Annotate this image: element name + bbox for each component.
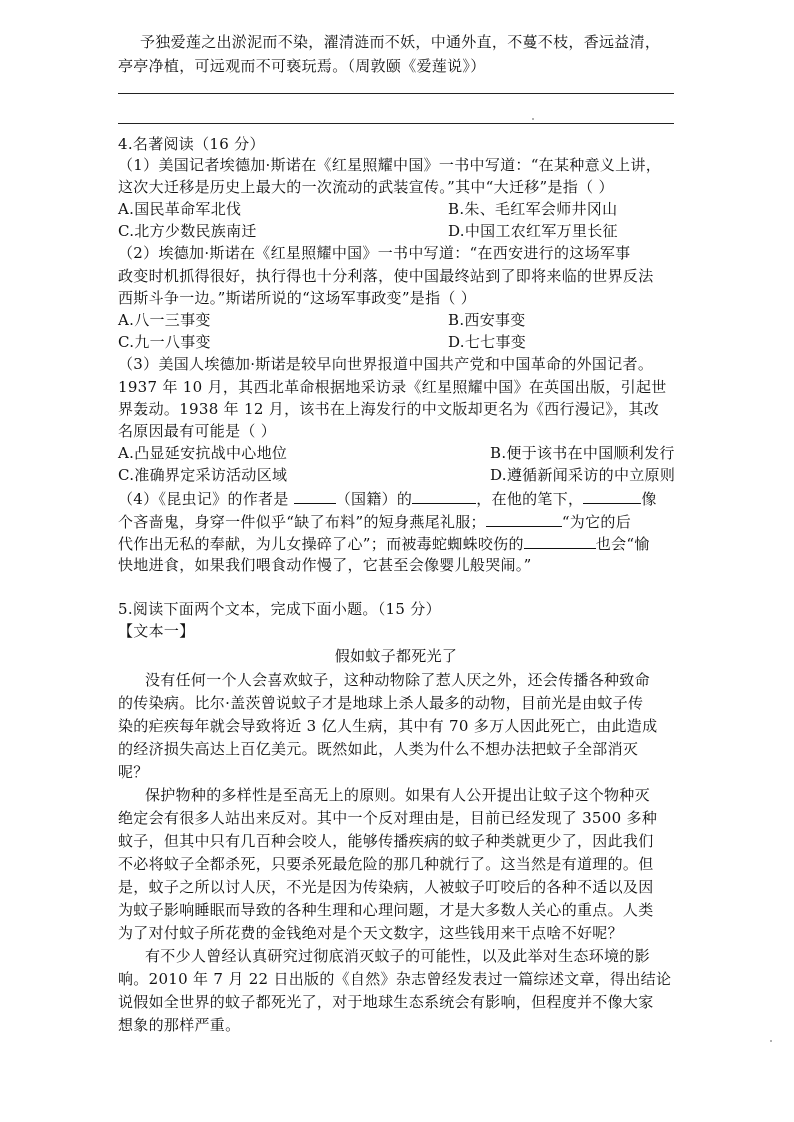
q4-3-option-b: B.便于该书在中国顺利发行 — [490, 444, 675, 462]
question-5-title: 5.阅读下面两个文本，完成下面小题。（15 分） — [118, 600, 441, 618]
q4-3-stem: 1937 年 10 月，其西北革命根据地采访录《红星照耀中国》在英国出版，引起世 — [118, 378, 667, 396]
poem-line: 亭亭净植，可远观而不可亵玩焉。（周敦颐《爱莲说》） — [118, 57, 486, 75]
paragraph-line: 染的疟疾每年就会导致将近 3 亿人生病，其中有 70 多万人因此死亡，由此造成 — [118, 717, 658, 735]
q4-2-stem: 政变时机抓得很好，执行得也十分利落，使中国最终站到了即将来临的世界反法 — [118, 267, 654, 285]
q4-3-stem: （3）美国人埃德加·斯诺是较早向世界报道中国共产党和中国革命的外国记者。 — [118, 355, 654, 373]
question-4-title: 4.名著阅读（16 分） — [118, 135, 265, 153]
q4-4-line — [118, 510, 631, 532]
q4-4-text: 个吝啬鬼，身穿一件似乎“缺了布料”的短身燕尾礼服； — [118, 513, 486, 531]
q4-4-text: （4）《昆虫记》的作者是 — [118, 490, 294, 508]
q4-2-stem: （2）埃德加·斯诺在《红星照耀中国》一书中写道：“在西安进行的这场军事 — [118, 244, 631, 262]
answer-line — [118, 123, 674, 124]
q4-1-option-b: B.朱、毛红军会师井冈山 — [448, 200, 618, 218]
q4-2-option-d: D.七七事变 — [448, 333, 527, 351]
q4-1-stem: 这次大迁移是历史上最大的一次流动的武装宣传。”其中“大迁移”是指（ ） — [118, 178, 614, 196]
answer-line — [118, 93, 674, 94]
paragraph-line: 说假如全世界的蚊子都死光了，对于地球生态系统会有影响，但程度并不像大家 — [118, 993, 654, 1011]
q4-3-stem: 名原因最有可能是（ ） — [118, 422, 277, 440]
paragraph-line: 为蚊子影响睡眠而导致的各种生理和心理问题，才是大多数人关心的重点。人类 — [118, 901, 654, 919]
q4-1-option-c: C.北方少数民族南迁 — [118, 222, 257, 240]
answer-blank-insect-3[interactable] — [524, 532, 596, 549]
paragraph-line: 保护物种的多样性是至高无上的原则。如果有人公开提出让蚊子这个物种灭 — [145, 786, 650, 804]
q4-3-stem: 界轰动。1938 年 12 月，该书在上海发行的中文版却更名为《西行漫记》，其改 — [118, 400, 660, 418]
q4-1-option-d: D.中国工农红军万里长征 — [448, 222, 618, 240]
article-title: 假如蚊子都死光了 — [334, 647, 458, 665]
q4-3-option-d: D.遵循新闻采访的中立原则 — [490, 466, 676, 484]
paragraph-line: 呢？ — [118, 763, 149, 781]
q4-4-text: “为它的后 — [561, 513, 632, 531]
q4-2-option-b: B.西安事变 — [448, 311, 526, 329]
q4-4-text: 代作出无私的奉献，为儿女操碎了心”；而被毒蛇蜘蛛咬伤的 — [118, 535, 524, 553]
q4-4-text: ，在他的笔下， — [476, 490, 584, 508]
poem-line: 予独爱莲之出淤泥而不染，濯清涟而不妖，中通外直，不蔓不枝，香远益清， — [140, 33, 661, 51]
answer-blank-insect-1[interactable] — [583, 487, 641, 504]
paragraph-line: 的传染病。比尔·盖茨曾说蚊子才是地球上杀人最多的动物，目前光是由蚊子传 — [118, 694, 644, 712]
paragraph-line: 为了对付蚊子所花费的金钱绝对是个天文数字，这些钱用来干点啥不好呢？ — [118, 924, 623, 942]
scan-speck — [770, 1040, 772, 1042]
answer-blank-author[interactable] — [294, 487, 336, 504]
answer-blank-name[interactable] — [412, 487, 476, 504]
paragraph-line: 不必将蚊子全都杀死，只要杀死最危险的那几种就行了。这当然是有道理的。但 — [118, 855, 654, 873]
q4-4-text: 像 — [641, 490, 657, 508]
paragraph-line: 是，蚊子之所以讨人厌，不光是因为传染病，人被蚊子叮咬后的各种不适以及因 — [118, 878, 654, 896]
q4-4-text: （国籍）的 — [335, 490, 413, 508]
q4-4-line — [118, 487, 657, 509]
paragraph-line: 绝定会有很多人站出来反对。其中一个反对理由是，目前已经发现了 3500 多种 — [118, 809, 658, 827]
paragraph-line: 响。2010 年 7 月 22 日出版的《自然》杂志曾经发表过一篇综述文章，得出结论 — [118, 970, 672, 988]
q4-2-option-c: C.九一八事变 — [118, 333, 211, 351]
q4-2-option-a: A.八一三事变 — [118, 311, 211, 329]
paragraph-line: 蚊子，但其中只有几百种会咬人，能够传播疾病的蚊子种类就更少了，因此我们 — [118, 832, 654, 850]
paragraph-line: 的经济损失高达上百亿美元。既然如此，人类为什么不想办法把蚊子全部消灭 — [118, 740, 639, 758]
q4-4-text: 也会“愉 — [595, 535, 650, 553]
answer-blank-insect-2[interactable] — [486, 510, 562, 527]
paragraph-line: 有不少人曾经认真研究过彻底消灭蚊子的可能性，以及此举对生态环境的影 — [145, 947, 650, 965]
paragraph-line: 想象的那样严重。 — [118, 1016, 241, 1034]
text-one-label: 【文本一】 — [118, 622, 195, 640]
q4-2-stem: 西斯斗争一边。”斯诺所说的“这场军事政变”是指（ ） — [118, 289, 477, 307]
q4-3-option-c: C.准确界定采访活动区域 — [118, 466, 288, 484]
q4-4-line — [118, 532, 650, 554]
paragraph-line: 没有任何一个人会喜欢蚊子，这种动物除了惹人厌之外，还会传播各种致命 — [145, 671, 650, 689]
q4-4-line: 快地进食，如果我们喂食动作慢了，它甚至会像婴儿般哭闹。” — [118, 556, 532, 574]
q4-1-option-a: A.国民革命军北伐 — [118, 200, 242, 218]
q4-3-option-a: A.凸显延安抗战中心地位 — [118, 444, 288, 462]
q4-1-stem: （1）美国记者埃德加·斯诺在《红星照耀中国》一书中写道：“在某种意义上讲， — [118, 156, 662, 174]
scan-speck — [532, 118, 534, 120]
